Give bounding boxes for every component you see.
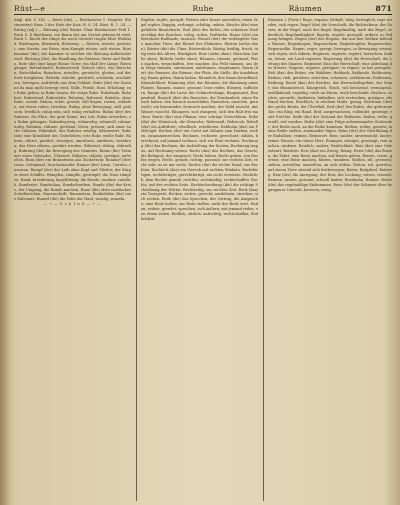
text-columns — [14, 18, 392, 501]
column-3-text: Räumen 2 (Forts.) Rege, regsam, lebhaft, tätig, beweglich; rege werden, sich regen. Regel (die) die Vorschrift, die Richtschnur, das Gesetz; in der Regel, nach der Regel. Regelmäßig, nach der Regel, ordentlich; Regelmäßigkeit. Regeln, regelte, geregelt; ordnen, in Ordnung bringen. Regen (der) des Regens, das aus den Wolken fallende Wasser; Regenbogen, Regenschirm, Regentropfen, Regenwetter, Regenwolke. Regen, regte, geregt; bewegen, in Bewegung setzen; sich regen, sich rühren. Regieren, regierte, regiert; herrschen, lenken, leiten; ein Land regieren. Regierung (die) die Herrschaft, die Leitung des Staates. Regiment (das) die Herrschaft; eine Abteilung des Heeres. Regnen, regnete, geregnet; es regnet, es hat geregnet. Reh (das) des Rehes, ein Waldtier; Rehbock, Rehkeule, Rehbraten. Reiben, rieb, gerieben; streichen, scheuern, zerkleinern; Reibeisen, Reibung. Reich (das) des Reiches, das Herrschaftsgebiet, der Staat; das Himmelreich, Königreich. Reich, viel besitzend, vermögend, wohlhabend, ergiebig; reich an Ehren, reich beschenkt. Reichen, reichte, gereicht; darbieten, hinhalten, sich erstrecken, genügen; die Hand reichen. Reichlich, in reichem Maße, genug. Reichtum (der) der große Besitz, der Überfluß. Reif (der) des Reifes, der gefrorene Tau; ein Ring, ein Band. Reif, ausgewachsen, vollendet, gezeitigt; reife Früchte. Reife (die) der Zustand des Reifseins. Reifen, reifte, gereift; reif werden. Reihe (die) eine Folge nebeneinander Stehender; der Reihe nach, an die Reihe kommen. Reihen, reihte, gereiht; in eine Reihe stellen, aneinander fügen. Reim (der) der Gleichklang der Endsilben; reimen, Reimwort. Rein, sauber, unvermischt, lauter; reines Wasser, ein reines Herz. Reinigen, reinigte, gereinigt; rein machen, säubern. Reinlich, sauber; Reinlichkeit. Reis (der) eine Getreideart; Reisbrei. Reis (das) ein Zweig; Reisig. Reise (die) das Reisen, die Fahrt; eine Reise machen, auf Reisen gehen. Reisen, reiste, gereist; eine Reise machen, fahren, wandern. Reißen, riß, gerissen; ziehen, zerreißen, ausreißen; an sich reißen. Reiten, ritt, geritten; auf einem Tiere sitzend sich fortbewegen; Reiter, Reitpferd, Reitweg. Reiz (der) die Anregung, der Reiz, die Lockung; reizen, reizend. Rennen, rannte, gerannt; schnell laufen; Rennbahn, Renner. Rente (die) das regelmäßige Einkommen. Reue (die) der Schmerz über begangenes Unrecht; bereuen, reuig. — [268, 18, 392, 192]
column-2 — [141, 18, 258, 501]
column-3 — [268, 18, 392, 501]
page-spine-shadow — [0, 0, 10, 505]
column-separator-1 — [136, 18, 137, 501]
column-1 — [14, 18, 131, 501]
header-middle-catchword: Ruhe — [192, 4, 214, 13]
section-divider: — • — S c h l u ß — • — — [43, 202, 102, 207]
column-separator-2 — [263, 18, 264, 501]
header-left-catchword: Rüst—e — [14, 4, 46, 13]
header-rule — [14, 14, 392, 15]
column-2-text: Rupfen, rupfte, gerupft; Federn oder Haare ausreißen; einen Vogel rupfen. Ruppig, zerlumpt, schäbig, unfein. Rüsche (die) eine gefaltete Besatzborte. Ruß (der) des Rußes, der schwarze Niederschlag des Rauches; rußig, rußen, Rußfarbe. Russe (der) ein Bewohner Rußlands; russisch. Rüssel (der) die verlängerte Nase mancher Tiere; der Rüssel des Elefanten. Rüsten (siehe oben). Rüster (die) die Ulme; Rüsternholz. Rüstig, kräftig, frisch, tätig trotz des Alters; Rüstigkeit. Rute (siehe oben). Rutschen (siehe oben). Rütteln (siehe oben). Räumen, räumte, geräumt; Platz machen, wegschaffen, leer machen; das Feld räumen, aus dem Wege räumen, einräumen, aufräumen, wegräumen. Raum (der) des Raumes, die Räume; der Platz, die Stelle, die Ausdehnung; Raum geben, Raum haben. Räumlich, den Raum betreffend; Räumlichkeit. Räumung (die) das Räumen; die Räumung eines Platzes. Raunen, raunte, geraunt; leise reden, flüstern, zuflüstern. Raupe (die) die Larve des Schmetterlings; Raupennest, Raupenfraß. Rausch (der) des Rausches, die Trunkenheit; einen Rausch haben, den Rausch ausschlafen. Rauschen, rauschte, gerauscht; ein brausendes Geräusch machen; der Wald rauscht, das Wasser rauscht. Räuspern, sich räuspern; sich den Hals frei machen. Raute (die) eine Pflanze; eine schräge Viereckform. Rebe (die) der Weinstock, die Weinrebe; Rebensaft, Rebstock. Rebell (der) ein Aufrührer; rebellisch, rebellieren. Rebhuhn (das) ein Feldvogel. Rechen (der) ein Gerät mit Zähnen zum Harken; rechen, zusammenrechen. Rechnen, rechnete, gerechnet; zählen, berechnen; auf jemand rechnen, sich zur Ehre rechnen. Rechnung (die) das Rechnen; die Aufstellung der Kosten; Rechnung tragen, auf Rechnung setzen. Recht (das) des Rechtes; das Gesetz, die Befugnis, der Anspruch; Recht haben, Recht geben, von Rechts wegen. Recht, gerade, richtig, passend; zur rechten Zeit, recht sehr, es ist mir recht. Rechte (die) die rechte Hand; zur Rechten. Rechteck (das) ein Viereck mit rechten Winkeln. Rechtfertigen, rechtfertigte, gerechtfertigt; als recht erweisen. Rechtlich, dem Rechte gemäß; rechtlos, rechtmäßig, rechtschaffen. Rechts, auf der rechten Seite. Rechtschreibung (die) die richtige Schreibung der Wörter. Rechtzeitig, zur rechten Zeit. Reck (das) ein Turngerät. Recken, reckte, gereckt; ausdehnen, strecken; sich recken. Rede (die) das Sprechen, der Vortrag, die Ansprache; eine Rede halten, zur Rede stellen, nicht der Rede wert. Reden, redete, geredet; sprechen, sich äußern; mit jemand reden, von etwas reden. Redlich, ehrlich, aufrichtig, rechtschaffen; Redlichkeit. — [141, 18, 258, 221]
column-1-text: Abgl. Abt. S. 145. — Rüste (die), — Rüstmeister 1. Hauptst. (Rüstmeister) Haus 2 des Hofs der Kais. R. S. 14. Rüst. R. 1. 34. — Rüstig (adj.) — Rüstung (die) Rüster Ulme Rüstmeister Feld 1. Ruch S. 4 Rüstbaum, ein Baum der am Gerüst gebraucht wird. Ruch 1. Rucht der Dinge die nach Gerücht tragen Ehre Ehrkleid. Rüstwagen, Rüstwerk, Rüstzeug. — Rüsten, rüstete, gerüstet; zum Streite, zur Reise, zum Kampfe rüsten; sich rüsten. Rüstkammer (die), die Kammer in welcher die Rüstung aufbewahrt wird. Rüstung (die), die Handlung des Rüstens; Wehr und Waffen. Rute (die) eine lange dünne Gerte; ein Maß der Länge. Rutengänger, Rutenbündel, Rutenstreich. Rutsch (der), das Rutschen; Rutschbahn. Rutschen, rutschte, gerutscht; gleiten, auf der Erde fortgleiten. Rütteln, rüttelte, gerüttelt; schütteln, erschüttern, bewegen, aufrütteln aus dem Schlafe. Ruhe (die) der Zustand da man nicht bewegt wird, Stille, Friede, Rast, Erholung; zur Ruhe gehen, in Ruhe lassen, die ewige Ruhe. Ruhebank, Ruhebett, Ruhestand, Ruhestätte, Ruhetag, Ruhezeit. Ruhelos, ohne Ruhe, unstät. Ruhen, ruhte, geruht; still liegen, rasten, schlafen; auf etwas ruhen, beruhen. Ruhig, ohne Bewegung, still, gelassen, friedlich; ruhig sein, sich ruhig verhalten. Ruhm (der) des Ruhmes, die Ehre, der gute Name, das Lob; Ruhm erwerben, zu Ruhm gelangen. Ruhmbegierig, ruhmredig, ruhmvoll, ruhmwürdig. Rühmen, rühmte, gerühmt; loben, preisen; sich einer Sache rühmen. Rühmlich, des Ruhmes würdig, lobenswert. Ruhr (die) eine Krankheit des Unterleibes; rote Ruhr, weiße Ruhr. Rühren, rührte, gerührt; bewegen, umrühren, anrühren, berühren; das Herz rühren, gerührt werden. Rührend, rührig, rührselig. Rührung (die) die Bewegung des Gemütes. Ruine (die) Trümmer eines Gebäudes, Überrest. Rülpsen, rülpste, gerülpst; aufstoßen. Rum (der) ein Branntwein aus Zuckerrohr. Rummel (der) Lärm, Getümmel, Durcheinander. Rumor (der) Lärm, Unruhe; rumoren. Rumpf (der) der Leib ohne Kopf und Glieder; der Körper eines Schiffes. Rümpfen, rümpfte, gerümpft; die Nase rümpfen. Rund, kreisförmig, kugelförmig; die Runde, rundum, rundlich, Rundreise, Rundschau, Rundschreiben. Runde (die) der Kreis, der Umgang; die Runde machen. Rune (die) altes nordisches Schriftzeichen; Runenschrift, Runenstein. Runkelrübe (die) eine Rübenart. Runzel (die) die Falte der Haut; runzlig, runzeln. — [14, 18, 131, 202]
page-number: 871 — [375, 4, 392, 13]
header-right-catchword: Räumen — [288, 4, 322, 13]
